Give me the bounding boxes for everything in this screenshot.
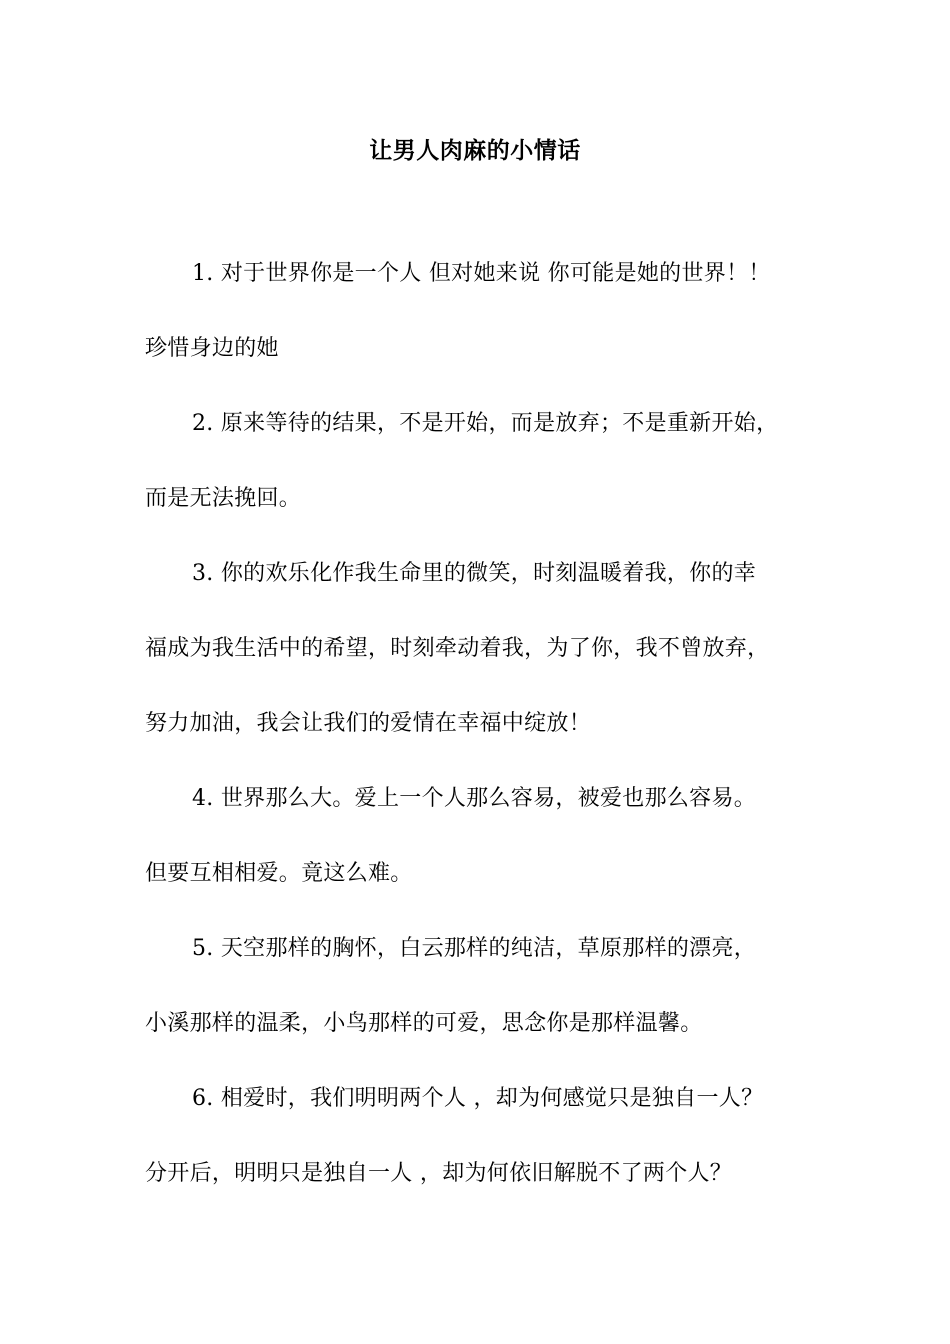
paragraph-1-line-1: 1. 对于世界你是一个人 但对她来说 你可能是她的世界！！ (192, 261, 771, 286)
page-title: 让男人肉麻的小情话 (369, 137, 581, 164)
paragraph-4-line-2: 但要互相相爱。竟这么难。 (145, 861, 413, 886)
paragraph-2-line-1: 2. 原来等待的结果，不是开始，而是放弃；不是重新开始， (192, 411, 779, 436)
paragraph-5-line-1: 5. 天空那样的胸怀，白云那样的纯洁，草原那样的漂亮， (192, 936, 757, 961)
paragraph-3-line-2: 福成为我生活中的希望，时刻牵动着我，为了你，我不曾放弃， (145, 636, 770, 661)
paragraph-1-line-2: 珍惜身边的她 (145, 336, 279, 361)
paragraph-3-line-3: 努力加油，我会让我们的爱情在幸福中绽放！ (145, 711, 592, 736)
paragraph-4-line-1: 4. 世界那么大。爱上一个人那么容易，被爱也那么容易。 (192, 786, 757, 811)
paragraph-5-line-2: 小溪那样的温柔，小鸟那样的可爱，思念你是那样温馨。 (145, 1011, 703, 1036)
paragraph-6-line-2: 分开后，明明只是独自一人 ，却为何依旧解脱不了两个人？ (145, 1161, 733, 1186)
paragraph-6-line-1: 6. 相爱时，我们明明两个人 ，却为何感觉只是独自一人？ (192, 1086, 764, 1111)
paragraph-2-line-2: 而是无法挽回。 (145, 486, 302, 511)
paragraph-3-line-1: 3. 你的欢乐化作我生命里的微笑，时刻温暖着我，你的幸 (192, 561, 757, 586)
